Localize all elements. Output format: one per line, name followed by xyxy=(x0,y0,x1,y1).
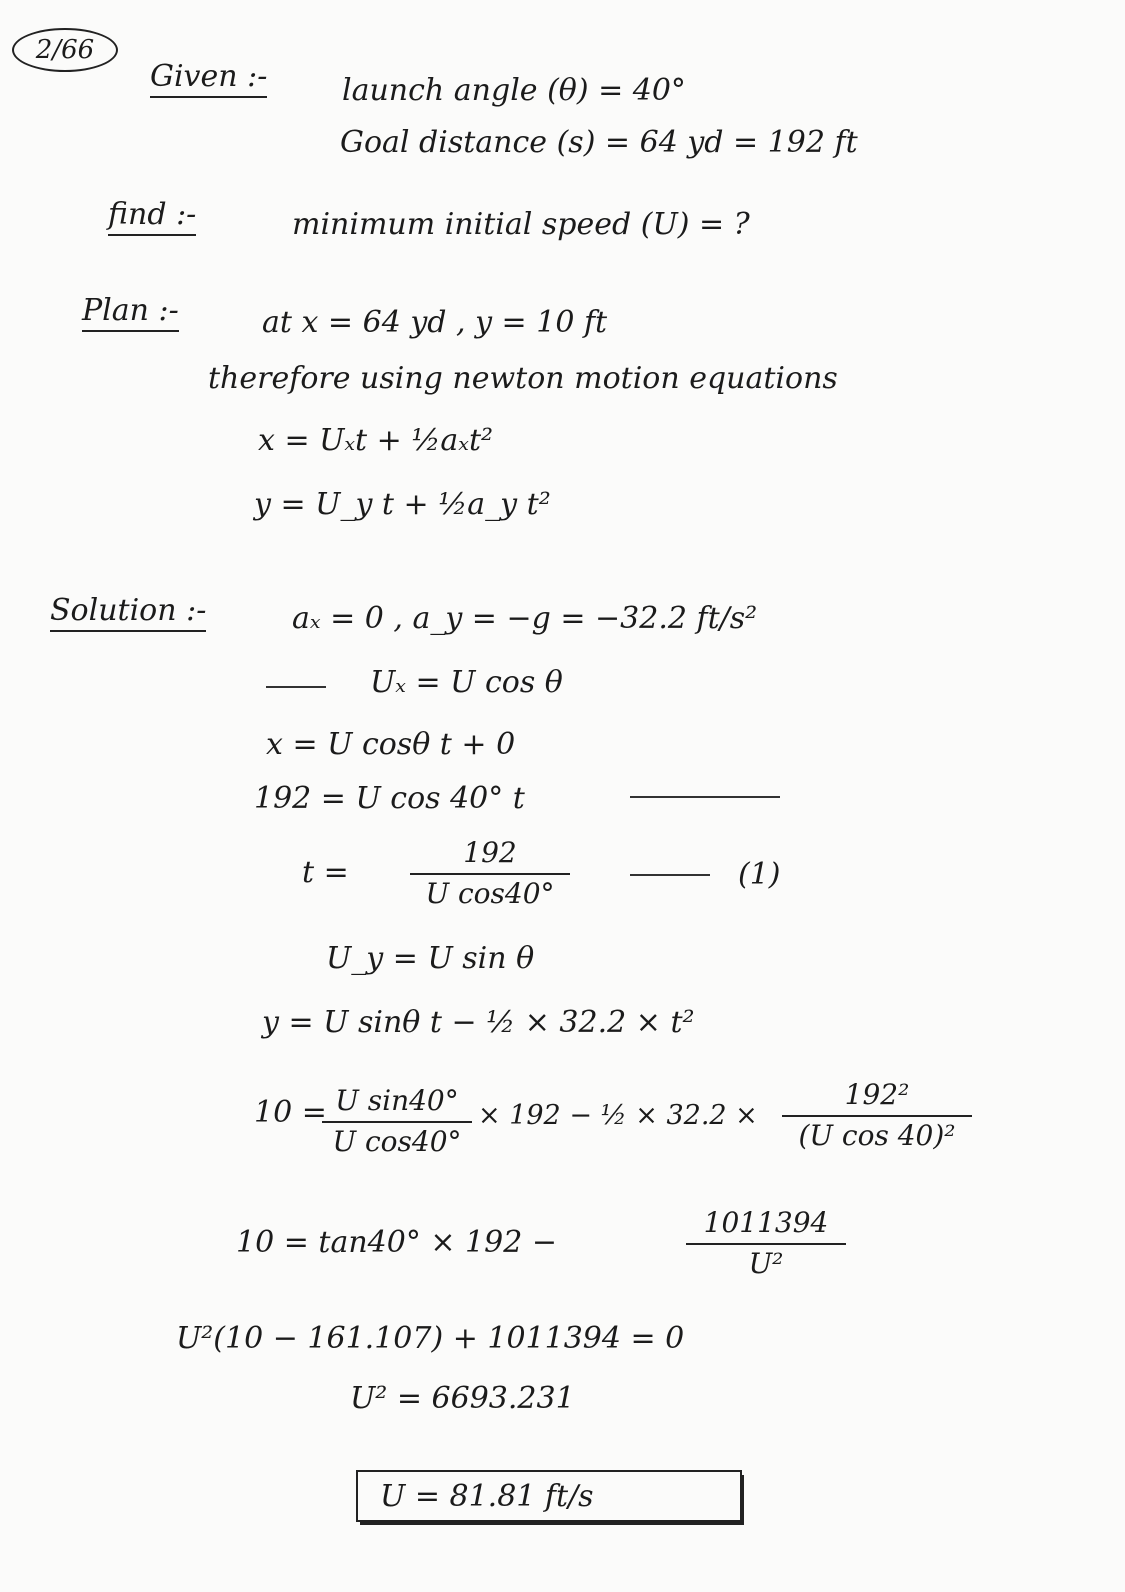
plan-line-1: at x = 64 yd , y = 10 ft xyxy=(262,305,608,340)
fraction-bar xyxy=(782,1115,972,1117)
solution-label: Solution :- xyxy=(50,596,206,632)
solution-line-4: 192 = U cos 40° t xyxy=(254,781,525,816)
problem-number: 2/66 xyxy=(12,28,118,72)
plan-label: Plan :- xyxy=(82,296,179,332)
leader-line xyxy=(630,874,710,876)
line8-lhs: 10 = xyxy=(254,1095,327,1130)
given-line-1: launch angle (θ) = 40° xyxy=(342,73,686,108)
line8-denominator: U cos40° xyxy=(332,1124,462,1158)
plan-line-2: therefore using newton motion equations xyxy=(208,361,838,396)
given-line-2: Goal distance (s) = 64 yd = 192 ft xyxy=(340,125,858,160)
line8-numerator-2: 192² xyxy=(844,1078,910,1111)
fraction-bar xyxy=(410,873,570,875)
solution-line-6: U_y = U sin θ xyxy=(326,941,535,976)
solution-line-10: U²(10 − 161.107) + 1011394 = 0 xyxy=(176,1321,685,1356)
line9-numerator: 1011394 xyxy=(703,1206,829,1239)
solution-line-1: aₓ = 0 , a_y = −g = −32.2 ft/s² xyxy=(292,601,758,636)
find-label: find :- xyxy=(108,200,196,236)
line8-denominator-2: (U cos 40)² xyxy=(798,1118,956,1152)
eq-t-reference: (1) xyxy=(738,857,781,892)
eq-t-denominator: U cos40° xyxy=(425,876,555,910)
fraction-bar xyxy=(686,1243,846,1245)
eq-t-lhs: t = xyxy=(302,855,349,890)
find-line-1: minimum initial speed (U) = ? xyxy=(292,207,750,242)
line9-lhs: 10 = tan40° × 192 − xyxy=(236,1225,557,1260)
plan-equation-x: x = Uₓt + ½aₓt² xyxy=(258,423,494,458)
final-answer: U = 81.81 ft/s xyxy=(380,1478,594,1514)
solution-line-2: Uₓ = U cos θ xyxy=(370,665,563,700)
strikethrough-mark xyxy=(630,796,780,798)
solution-line-3: x = U cosθ t + 0 xyxy=(266,727,516,762)
solution-line-11: U² = 6693.231 xyxy=(350,1381,575,1416)
line8-numerator: U sin40° xyxy=(335,1084,459,1117)
fraction-bar xyxy=(322,1121,472,1123)
line9-denominator: U² xyxy=(748,1246,784,1280)
line9-fraction xyxy=(686,1208,846,1280)
strikethrough-mark xyxy=(266,686,326,688)
line8-middle: × 192 − ½ × 32.2 × xyxy=(478,1100,758,1131)
eq-t-numerator: 192 xyxy=(463,836,517,869)
line8-fraction-2 xyxy=(782,1080,972,1152)
eq-t-fraction xyxy=(410,838,570,910)
answer-box xyxy=(356,1470,742,1522)
line8-fraction xyxy=(322,1086,472,1158)
plan-equation-y: y = U_y t + ½a_y t² xyxy=(254,487,551,522)
solution-line-7: y = U sinθ t − ½ × 32.2 × t² xyxy=(262,1005,695,1040)
given-label: Given :- xyxy=(150,62,267,98)
